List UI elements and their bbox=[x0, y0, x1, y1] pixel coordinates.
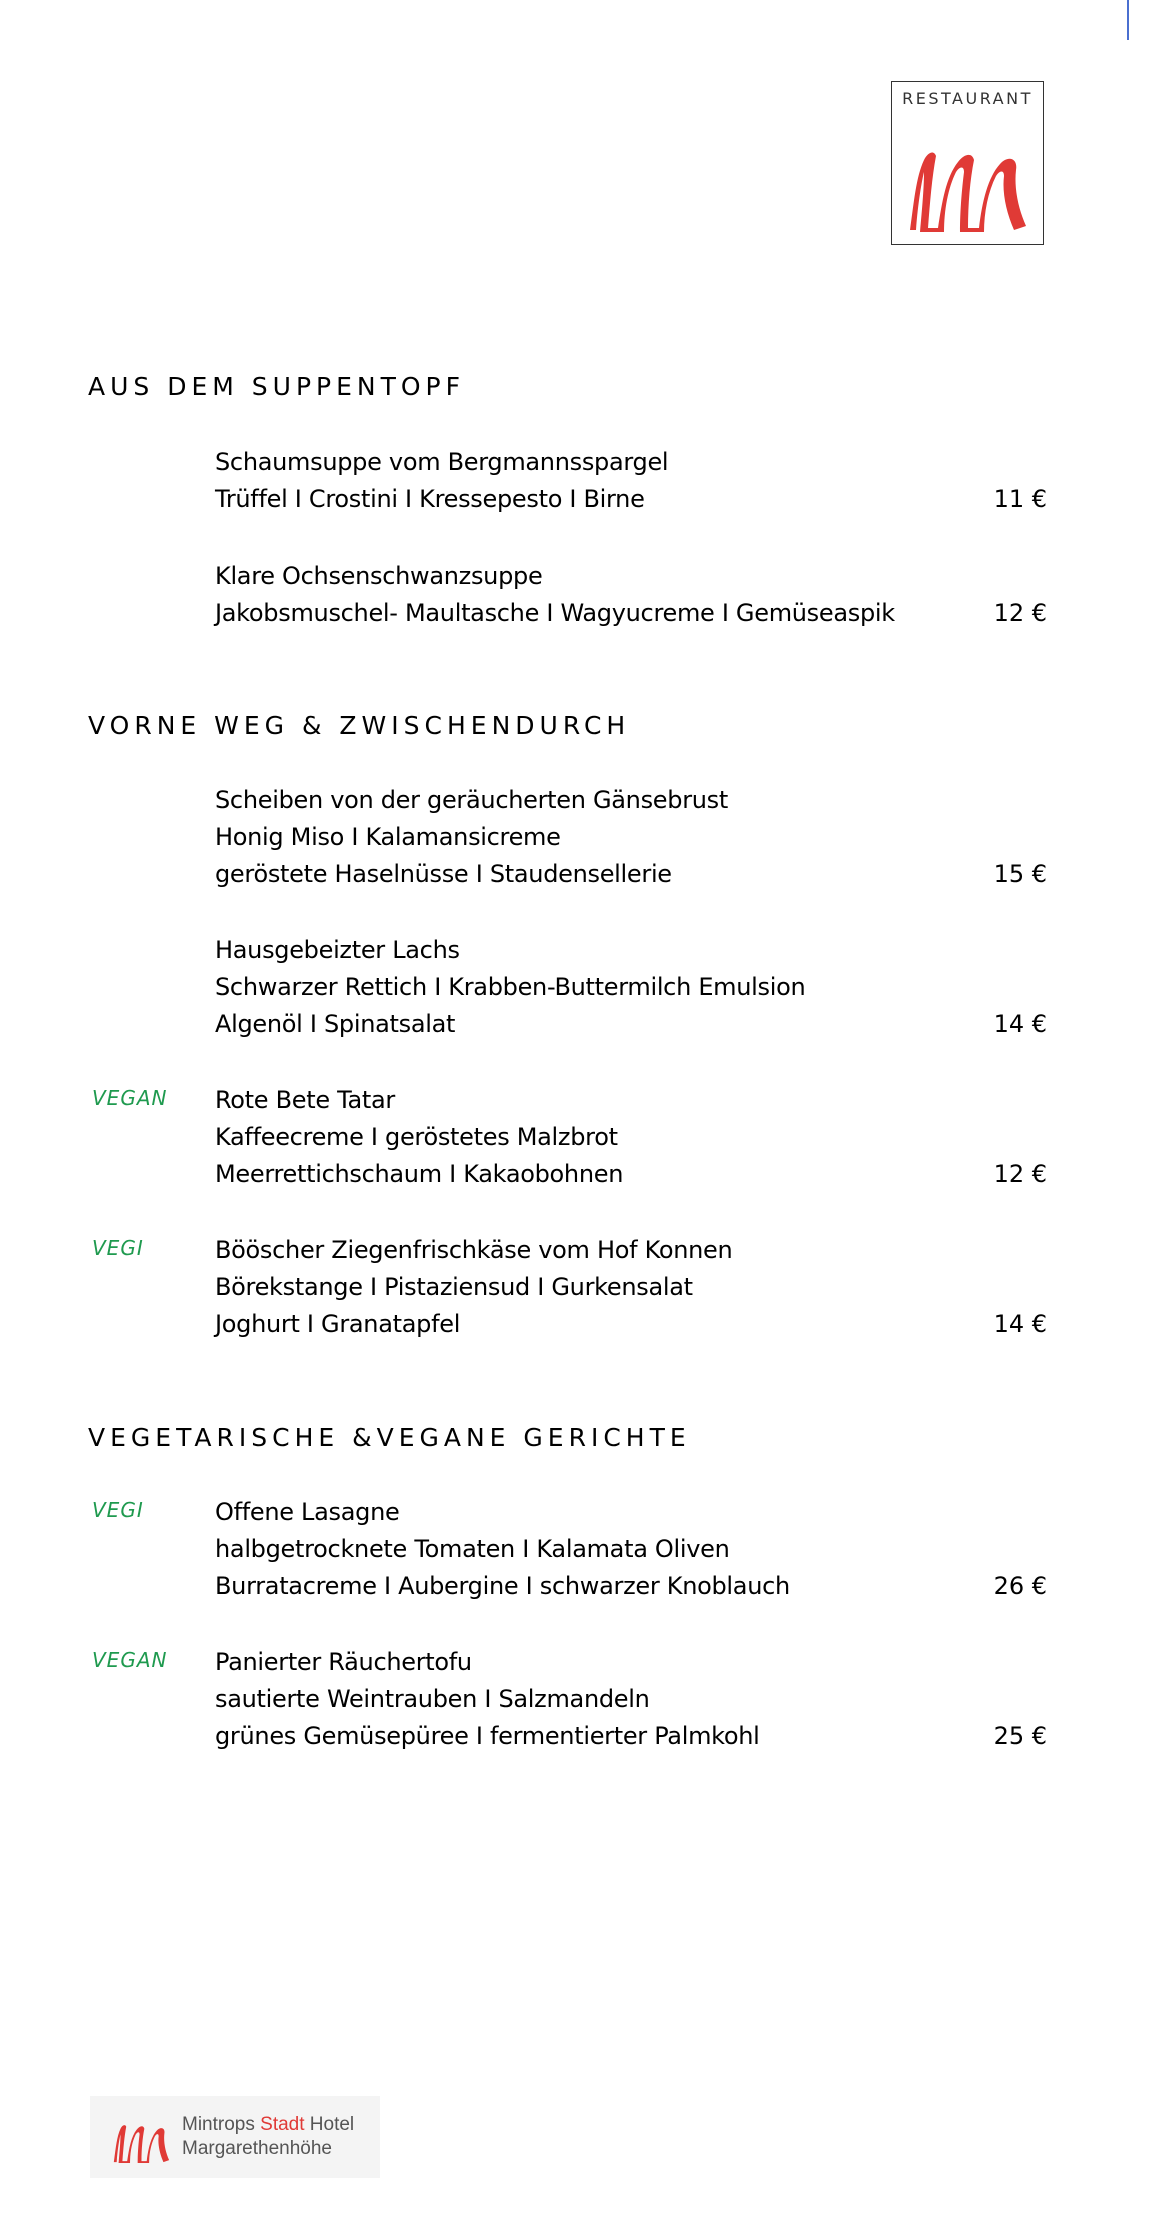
dish-description: Honig Miso I Kalamansicreme bbox=[215, 823, 561, 851]
hotel-name-part1: Mintrops bbox=[182, 2114, 255, 2135]
dish-description: Kaffeecreme I geröstetes Malzbrot bbox=[215, 1123, 618, 1151]
section-title-vorne-weg: VORNE WEG & ZWISCHENDURCH bbox=[88, 711, 631, 740]
dish-description: Meerrettichschaum I Kakaobohnen bbox=[215, 1160, 624, 1188]
dish-price: 11 € bbox=[993, 485, 1047, 513]
dish-price: 14 € bbox=[993, 1310, 1047, 1338]
hotel-name bbox=[182, 2114, 354, 2136]
dish-name: Scheiben von der geräucherten Gänsebrust bbox=[215, 786, 728, 814]
hotel-name-part2: Stadt bbox=[260, 2114, 305, 2135]
dish-price: 25 € bbox=[993, 1722, 1047, 1750]
dish-description: Algenöl I Spinatsalat bbox=[215, 1010, 456, 1038]
dish-name: Schaumsuppe vom Bergmannsspargel bbox=[215, 448, 669, 476]
dish-description: grünes Gemüsepüree I fermentierter Palmkohl bbox=[215, 1722, 760, 1750]
dish-description: halbgetrocknete Tomaten I Kalamata Oliven bbox=[215, 1535, 730, 1563]
hotel-m-mark bbox=[110, 2110, 172, 2166]
dish-price: 14 € bbox=[993, 1010, 1047, 1038]
dish-price: 15 € bbox=[993, 860, 1047, 888]
dish-description: Joghurt I Granatapfel bbox=[215, 1310, 461, 1338]
logo-m-mark bbox=[902, 122, 1032, 237]
vegan-tag: VEGAN bbox=[92, 1086, 168, 1110]
dish-price: 12 € bbox=[993, 1160, 1047, 1188]
dish-name: Rote Bete Tatar bbox=[215, 1086, 396, 1114]
dish-name: Hausgebeizter Lachs bbox=[215, 936, 460, 964]
dish-description: geröstete Haselnüsse I Staudensellerie bbox=[215, 860, 672, 888]
dish-description: Jakobsmuschel- Maultasche I Wagyucreme I Gemüseaspik bbox=[215, 599, 895, 627]
dish-price: 26 € bbox=[993, 1572, 1047, 1600]
hotel-name-part3: Hotel bbox=[309, 2114, 355, 2135]
logo-word: RESTAURANT bbox=[902, 89, 1033, 108]
vegi-tag: VEGI bbox=[92, 1236, 144, 1260]
hotel-location: Margarethenhöhe bbox=[182, 2138, 332, 2159]
dish-description: Börekstange I Pistaziensud I Gurkensalat bbox=[215, 1273, 693, 1301]
vegi-tag: VEGI bbox=[92, 1498, 144, 1522]
dish-price: 12 € bbox=[993, 599, 1047, 627]
dish-name: Klare Ochsenschwanzsuppe bbox=[215, 562, 543, 590]
restaurant-logo bbox=[891, 81, 1044, 245]
dish-name: Offene Lasagne bbox=[215, 1498, 400, 1526]
vegan-tag: VEGAN bbox=[92, 1648, 168, 1672]
dish-name: Bööscher Ziegenfrischkäse vom Hof Konnen bbox=[215, 1236, 733, 1264]
section-title-suppentopf: AUS DEM SUPPENTOPF bbox=[88, 372, 465, 401]
hotel-logo bbox=[90, 2096, 380, 2178]
dish-description: Trüffel I Crostini I Kressepesto I Birne bbox=[215, 485, 645, 513]
section-title-vegetarisch: VEGETARISCHE &VEGANE GERICHTE bbox=[88, 1423, 691, 1452]
page-edge-marker bbox=[1127, 0, 1129, 40]
dish-description: Burratacreme I Aubergine I schwarzer Knoblauch bbox=[215, 1572, 790, 1600]
dish-description: sautierte Weintrauben I Salzmandeln bbox=[215, 1685, 650, 1713]
dish-name: Panierter Räuchertofu bbox=[215, 1648, 472, 1676]
dish-description: Schwarzer Rettich I Krabben-Buttermilch Emulsion bbox=[215, 973, 806, 1001]
